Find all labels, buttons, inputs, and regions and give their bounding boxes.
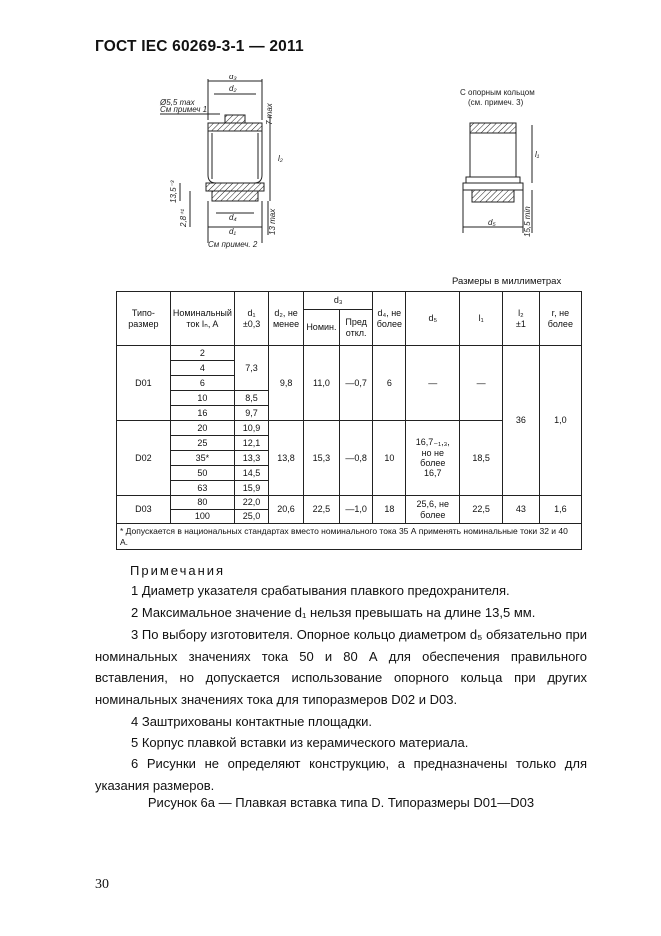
d02-d2: 13,8 — [269, 421, 304, 496]
shared-l2: 36 — [503, 346, 540, 496]
d1-cell: 22,0 — [234, 496, 268, 510]
support-ring — [463, 183, 523, 190]
d01-l1: — — [460, 346, 503, 421]
dimensions-table — [116, 291, 582, 550]
note-6: 6 Рисунки не определяют конструкцию, а предназначены только для указания размеров. — [95, 756, 587, 793]
d02-dev: —0,8 — [339, 421, 373, 496]
d1-cell: 7,3 — [234, 346, 268, 391]
indicator-cap — [225, 115, 245, 123]
label-see-note2: См примеч. 2 — [208, 240, 258, 249]
right-bottom-contact — [472, 190, 514, 202]
d1-cell: 13,3 — [234, 451, 268, 466]
d1-cell: 8,5 — [234, 391, 268, 406]
note-1: 1 Диаметр указателя срабатывания плавкого предохранителя. — [131, 583, 510, 598]
label-ring-line2: (см. примеч. 3) — [468, 98, 524, 107]
d03-d5: 25,6, не более — [406, 496, 460, 524]
label-see-note1: См примеч 1 — [160, 105, 208, 114]
d02-l1: 18,5 — [460, 421, 503, 496]
right-body-ring — [466, 177, 520, 183]
bottom-contact — [212, 191, 258, 201]
header-r: r, не более — [539, 292, 581, 346]
d02-size: D02 — [117, 421, 171, 496]
current-cell: 100 — [170, 510, 234, 524]
label-dim28: 2,8⁺¹ — [179, 208, 188, 227]
header-current: Номинальный ток Iₙ, A — [170, 292, 234, 346]
current-cell: 50 — [170, 466, 234, 481]
right-ceramic-body — [470, 133, 516, 177]
right-top-contact — [470, 123, 516, 133]
d01-d2: 9,8 — [269, 346, 304, 421]
note-3: 3 По выбору изготовителя. Опорное кольцо диаметром d₅ обязательно при номинальных значениях тока 50 и 80 А для обеспечения правильного вставления, но допускается использование опорного кольца при других номинальных значениях тока для типоразмеров D02 и D03. — [95, 627, 587, 707]
label-dim135: 13,5⁻³ — [169, 180, 178, 203]
shared-r: 1,0 — [539, 346, 581, 496]
d1-cell: 10,9 — [234, 421, 268, 436]
current-cell: 25 — [170, 436, 234, 451]
note-4: 4 Заштрихованы контактные площадки. — [131, 714, 373, 729]
d01-size: D01 — [117, 346, 171, 421]
header-d5: d₅ — [406, 292, 460, 346]
current-cell: 6 — [170, 376, 234, 391]
header-d3-deviation: Пред откл. — [339, 310, 373, 346]
units-label: Размеры в миллиметрах — [452, 276, 562, 287]
label-dim155: 15,5 min — [523, 206, 532, 237]
ring-flange — [206, 183, 264, 191]
label-ring-line1: С опорным кольцом — [460, 88, 535, 97]
page-number: 30 — [95, 877, 109, 892]
d03-r: 1,6 — [539, 496, 581, 524]
current-cell: 35* — [170, 451, 234, 466]
d03-l1: 22,5 — [460, 496, 503, 524]
label-l2: l₂ — [278, 154, 283, 163]
table-footnote: * Допускается в национальных стандартах вместо номинального тока 35 А применять номинальные токи 32 и 40 А. — [117, 524, 582, 550]
d01-d5: — — [406, 346, 460, 421]
current-cell: 20 — [170, 421, 234, 436]
note-2: 2 Максимальное значение d₁ нельзя превышать на длине 13,5 мм. — [131, 605, 536, 620]
header-d2: d₂, не менее — [269, 292, 304, 346]
header-d3: d₃ — [303, 292, 372, 310]
current-cell: 10 — [170, 391, 234, 406]
d02-d3: 15,3 — [303, 421, 339, 496]
d03-d2: 20,6 — [269, 496, 304, 524]
d1-cell: 9,7 — [234, 406, 268, 421]
label-d4: d₄ — [229, 213, 237, 222]
header-l1: l₁ — [460, 292, 503, 346]
d03-d3: 22,5 — [303, 496, 339, 524]
current-cell: 16 — [170, 406, 234, 421]
d1-cell: 14,5 — [234, 466, 268, 481]
label-dim13: 13 max — [268, 208, 277, 235]
d03-size: D03 — [117, 496, 171, 524]
current-cell: 80 — [170, 496, 234, 510]
label-dia55: Ø5,5 max — [160, 98, 195, 107]
d03-dev: —1,0 — [339, 496, 373, 524]
label-d1: d₁ — [229, 227, 236, 236]
header-d4: d₄, не более — [373, 292, 406, 346]
d02-d4: 10 — [373, 421, 406, 496]
d1-cell: 12,1 — [234, 436, 268, 451]
current-cell: 4 — [170, 361, 234, 376]
label-d3: d₃ — [229, 75, 237, 81]
fuse-link-drawings — [120, 75, 590, 275]
d03-d4: 18 — [373, 496, 406, 524]
d01-d4: 6 — [373, 346, 406, 421]
current-cell: 63 — [170, 481, 234, 496]
label-d5: d₅ — [488, 218, 496, 227]
d02-d5: 16,7₋₁,₃, но не более 16,7 — [406, 421, 460, 496]
ceramic-body — [208, 131, 262, 183]
header-d1: d₁ ±0,3 — [234, 292, 268, 346]
d01-dev: —0,7 — [339, 346, 373, 421]
notes-title: Примечания — [130, 563, 226, 578]
current-cell: 2 — [170, 346, 234, 361]
label-dim7: 7 max — [265, 103, 274, 125]
d03-l2: 43 — [503, 496, 540, 524]
d01-d3: 11,0 — [303, 346, 339, 421]
figure-caption: Рисунок 6а — Плавкая вставка типа D. Типоразмеры D01—D03 — [147, 795, 535, 810]
document-header: ГОСТ IEC 60269-3-1 — 2011 — [95, 38, 304, 55]
label-d2: d₂ — [229, 84, 237, 93]
header-type: Типо- размер — [117, 292, 171, 346]
d1-cell: 25,0 — [234, 510, 268, 524]
header-d3-nominal: Номин. — [303, 310, 339, 346]
note-5: 5 Корпус плавкой вставки из керамического материала. — [131, 735, 469, 750]
header-l2: l₂ ±1 — [503, 292, 540, 346]
d1-cell: 15,9 — [234, 481, 268, 496]
label-l1: l₁ — [535, 150, 540, 159]
top-contact — [208, 123, 262, 131]
